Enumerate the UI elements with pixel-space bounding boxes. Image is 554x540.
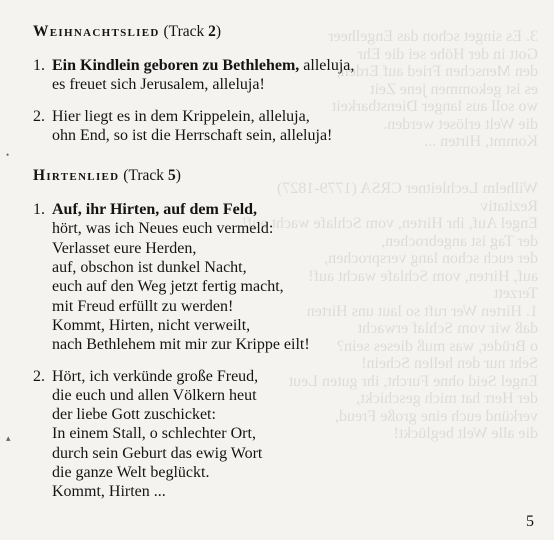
verse-1 xyxy=(33,56,523,95)
bleed-line: der Herr hat mich geschickt, xyxy=(356,390,538,407)
verse-line: euch auf den Weg jetzt fertig macht, xyxy=(52,278,284,296)
bleed-line: die Welt erlöset werden. xyxy=(383,115,538,133)
track-suffix: ) xyxy=(215,23,222,40)
bleed-line: den Menschen Fried auf Erden, xyxy=(336,63,538,80)
bleed-line: der euch schon lang versprochen, xyxy=(324,250,538,267)
verse-number: 2. xyxy=(33,107,45,125)
track-reference xyxy=(164,23,222,40)
verse-line: Hier liegt es in dem Krippelein, alleluja, xyxy=(52,107,310,125)
verse-line: die ganze Welt beglückt. xyxy=(52,464,210,482)
verse-line xyxy=(52,56,523,75)
verse-lines xyxy=(52,107,523,146)
track-suffix: ) xyxy=(175,167,181,185)
verse-line: die euch und allen Völkern heut xyxy=(52,386,257,404)
bleed-line: 1. Hirten Wer ruft so laut uns Hirten xyxy=(306,302,538,320)
bleed-line: die alle Welt beglückt! xyxy=(393,425,538,442)
verse-line: hört, was ich Neues euch vermeld: xyxy=(52,220,274,238)
verse-line: der liebe Gott zuschicket: xyxy=(52,406,216,424)
bleed-line: verkünd euch eine große Freud, xyxy=(334,407,538,425)
verse-line: es freuet sich Jerusalem, alleluja! xyxy=(52,76,265,94)
verse-line-bold: Ein Kindlein geboren zu Bethlehem, xyxy=(52,57,300,74)
bleed-line: auf, Hirten, vom Schlafe wacht auf! xyxy=(308,267,538,285)
bleed-line: 3. Es singet schon das Engelheer xyxy=(328,28,538,45)
verse-line: mit Freud erfüllt zu werden! xyxy=(52,297,234,315)
section-title: Weihnachtslied xyxy=(33,23,160,40)
track-prefix: (Track xyxy=(163,23,209,40)
verse-line: Verlasset eure Herden, xyxy=(52,239,197,257)
verse-number: 2. xyxy=(33,367,45,385)
bleed-line: o Brüder, was muß dieses sein? xyxy=(336,337,538,355)
page-number: 5 xyxy=(526,513,534,530)
bleed-line: wo soll aus langer Dienstbarkeit xyxy=(331,98,538,115)
margin-dot: ▴ xyxy=(6,433,11,443)
bleed-line: Terzett xyxy=(493,285,538,302)
verse-number: 1. xyxy=(33,57,45,74)
track-reference xyxy=(123,167,181,184)
verse-line: ohn End, so ist die Herrschaft sein, alleluja! xyxy=(52,126,333,144)
verse-number: 1. xyxy=(33,201,45,219)
bleed-line: Wilhelm Lechleitner CRSA (1779-1827) xyxy=(276,180,538,197)
bleed-line: Engel Auf, ihr Hirten, vom Schlafe wacht auf! xyxy=(241,215,538,232)
section-heading-hirtenlied xyxy=(33,166,523,186)
verse-lines xyxy=(52,367,523,502)
margin-dot: • xyxy=(6,150,10,160)
section-title: Hirtenlied xyxy=(33,167,120,185)
verse-line: auf, obschon ist dunkel Nacht, xyxy=(52,259,247,277)
bleed-line: der Tag ist angebrochen, xyxy=(381,232,538,250)
verse-line: In einem Stall, o schlechter Ort, xyxy=(52,425,256,443)
bleed-line: Engel Seid ohne Furcht, ihr guten Leut xyxy=(288,372,538,390)
verse-line: Auf, ihr Hirten, auf dem Feld, xyxy=(52,201,258,219)
bleed-line: Rezitativ xyxy=(480,197,538,215)
bleed-line: Kommt, Hirten ... xyxy=(424,133,538,150)
verse-line-rest: alleluja, xyxy=(299,57,355,74)
track-number: 5 xyxy=(167,167,176,185)
verse-line: Kommt, Hirten, nicht verweilt, xyxy=(52,316,251,334)
bleed-line: Gott in der Höhe sei die Ehr xyxy=(357,45,538,63)
verse-line: durch sein Geburt das ewig Wort xyxy=(52,444,263,462)
lyrics-content xyxy=(33,22,523,514)
verse-lines xyxy=(52,56,523,95)
verse-line: Hört, ich verkünde große Freud, xyxy=(52,367,259,385)
verse-line: nach Bethlehem mit mir zur Krippe eilt! xyxy=(52,336,310,354)
bleed-line: daß wir vom Schlaf erwacht xyxy=(357,320,538,337)
verse-lines xyxy=(52,200,523,354)
section-heading-weihnachtslied xyxy=(33,22,523,42)
track-prefix: (Track xyxy=(123,167,168,185)
bleed-line: es ist gekommen jene Zeit xyxy=(370,80,538,98)
verse-1 xyxy=(33,200,523,354)
verse-2 xyxy=(33,367,523,502)
verse-line: Kommt, Hirten ... xyxy=(52,483,166,501)
bleed-line: Seht nur den hellen Schein! xyxy=(361,355,538,372)
verse-2 xyxy=(33,107,523,146)
track-number: 2 xyxy=(208,23,216,40)
